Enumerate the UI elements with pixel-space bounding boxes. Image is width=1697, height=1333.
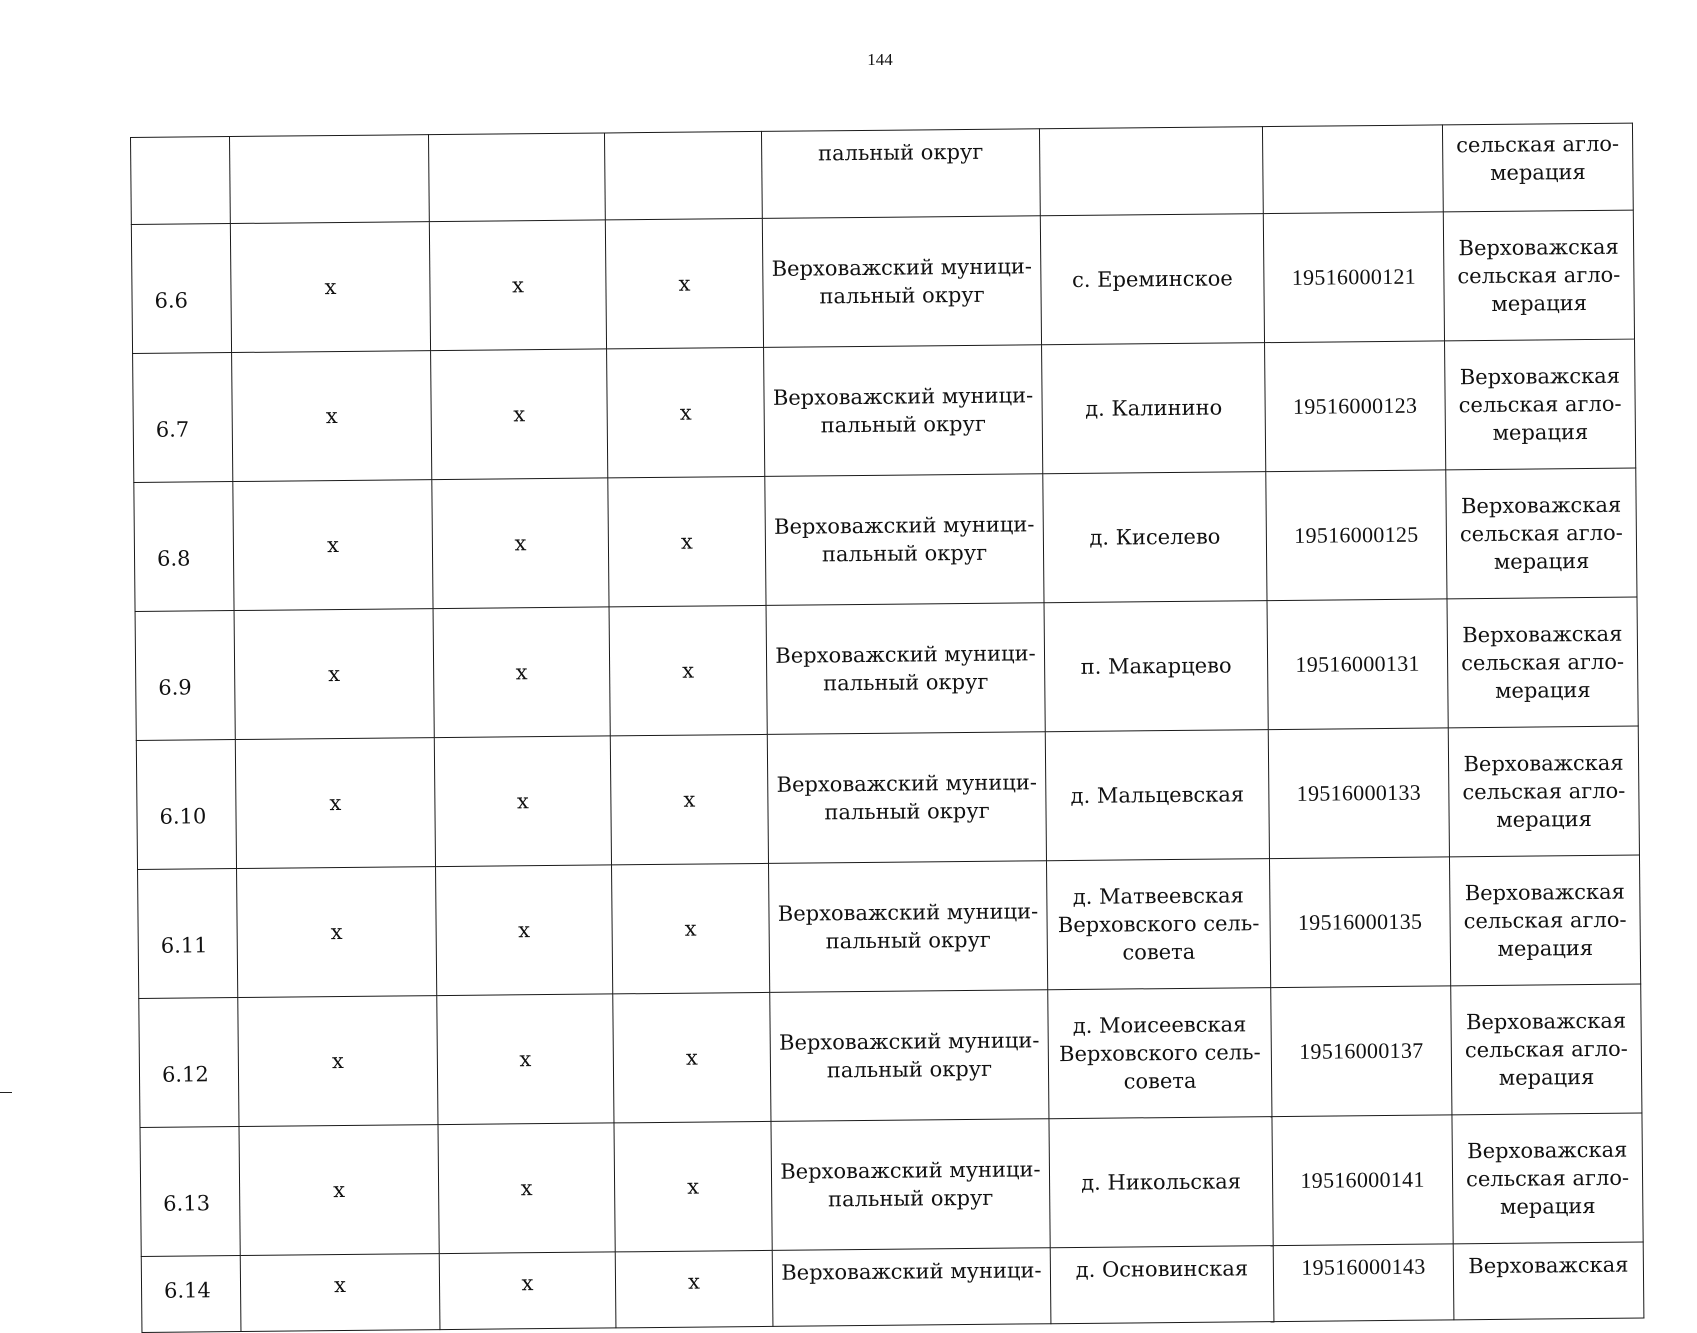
cell-code-text: 19516000121 <box>1291 263 1417 290</box>
cell-col2-text: x <box>331 1048 344 1074</box>
cell-settlement <box>1050 1246 1274 1324</box>
cell-municipality-text: Верховажский муници- пальный округ <box>778 1028 1040 1083</box>
cell-agglomeration <box>1448 726 1639 857</box>
cell-col4 <box>608 476 766 607</box>
cell-col4 <box>610 734 768 865</box>
cell-col2-text: x <box>330 919 343 945</box>
table-row <box>133 339 1636 482</box>
cell-num <box>139 998 239 1128</box>
cell-code-text: 19516000133 <box>1296 779 1422 806</box>
cell-municipality-text: Верховажский муници- пальный округ <box>777 899 1039 954</box>
cell-agglomeration-text: Верховажская сельская агло- мерация <box>1463 879 1627 961</box>
cell-code <box>1273 1244 1454 1322</box>
cell-agglomeration-text: Верховажская сельская агло- мерация <box>1458 363 1622 445</box>
cell-col4-text: x <box>687 1269 701 1294</box>
cell-num <box>134 482 234 612</box>
cell-settlement-text: п. Макарцево <box>1080 653 1232 679</box>
cell-code-text: 19516000135 <box>1297 908 1423 935</box>
cell-code-text: 19516000143 <box>1301 1253 1426 1280</box>
cell-col4 <box>605 218 763 349</box>
cell-col4-text: x <box>678 271 691 296</box>
cell-agglomeration <box>1446 468 1637 599</box>
cell-col2 <box>234 609 434 740</box>
cell-num-text: 6.10 <box>159 804 207 829</box>
table-body <box>131 123 1644 1332</box>
cell-col3 <box>436 865 613 996</box>
cell-col3 <box>433 607 610 738</box>
cell-num-text: 6.7 <box>155 417 190 442</box>
cell-settlement <box>1042 343 1266 474</box>
cell-municipality-text: Верховажский муници- пальный округ <box>774 512 1035 567</box>
cell-col2 <box>232 351 432 482</box>
cell-col2 <box>233 480 433 611</box>
table-row <box>134 468 1637 611</box>
cell-col4 <box>609 605 767 736</box>
cell-municipality <box>762 216 1041 348</box>
cell-municipality-text: Верховажский муници- пальный округ <box>771 254 1033 309</box>
cell-settlement-text: д. Основинская <box>1075 1256 1249 1282</box>
cell-col2 <box>240 1254 440 1332</box>
cell-code <box>1271 986 1452 1117</box>
settlements-table-wrapper <box>130 123 1643 1333</box>
cell-col3 <box>431 349 608 480</box>
cell-num <box>138 869 238 999</box>
cell-col4 <box>604 131 762 220</box>
cell-num <box>135 611 235 741</box>
cell-num-text: 6.9 <box>158 675 192 700</box>
cell-col4-text: x <box>680 529 693 554</box>
cell-agglomeration-text: Верховажская <box>1468 1252 1629 1279</box>
cell-settlement-text: с. Ереминское <box>1071 266 1233 292</box>
cell-agglomeration <box>1442 123 1633 212</box>
cell-municipality-text: Верховажский муници- пальный округ <box>776 770 1037 825</box>
cell-code <box>1265 341 1446 472</box>
cell-col3 <box>432 478 609 609</box>
cell-settlement <box>1039 127 1263 216</box>
table-row <box>131 210 1634 353</box>
settlements-table <box>130 123 1644 1333</box>
cell-col3-text: x <box>521 1271 534 1296</box>
cell-col2-text: x <box>324 275 337 300</box>
cell-municipality-text: Верховажский муници- пальный округ <box>772 383 1034 438</box>
cell-col3 <box>438 1123 615 1254</box>
cell-col4 <box>614 1121 772 1252</box>
cell-num <box>140 1126 240 1256</box>
table-row <box>141 1242 1644 1332</box>
cell-col2-text: x <box>326 533 339 558</box>
cell-num-text: 6.11 <box>160 933 208 958</box>
cell-num <box>133 353 233 483</box>
cell-code-text: 19516000123 <box>1292 392 1418 419</box>
cell-col4-text: x <box>687 1174 700 1199</box>
cell-num-text: 6.6 <box>154 288 189 313</box>
cell-col4 <box>612 863 770 994</box>
cell-col2-text: x <box>325 404 338 429</box>
table-row <box>140 1113 1643 1256</box>
cell-agglomeration <box>1443 210 1634 341</box>
cell-num <box>131 224 231 354</box>
cell-agglomeration <box>1449 855 1640 986</box>
cell-settlement-text: д. Моисеевская Верховского сель- совета <box>1058 1012 1261 1094</box>
cell-municipality-text: Верховажский муници- пальный округ <box>775 641 1036 696</box>
cell-municipality <box>769 861 1048 993</box>
cell-col4 <box>613 992 771 1123</box>
cell-num <box>141 1255 241 1332</box>
table-row <box>139 984 1642 1127</box>
table-row <box>138 855 1641 998</box>
cell-agglomeration <box>1453 1242 1644 1320</box>
cell-col3 <box>439 1252 616 1330</box>
margin-mark <box>0 1092 12 1093</box>
cell-num-text: 6.14 <box>163 1278 211 1303</box>
cell-agglomeration-text: Верховажская сельская агло- мерация <box>1464 1008 1628 1090</box>
cell-municipality <box>770 990 1049 1122</box>
table-row <box>136 726 1639 869</box>
cell-municipality <box>771 1119 1050 1251</box>
cell-col3-text: x <box>511 273 524 298</box>
cell-agglomeration <box>1445 339 1636 470</box>
cell-settlement <box>1046 859 1270 990</box>
cell-col3 <box>434 736 611 867</box>
cell-agglomeration-text: Верховажская сельская агло- мерация <box>1465 1137 1630 1219</box>
page-number: 144 <box>867 50 893 69</box>
cell-col2 <box>230 222 430 353</box>
cell-settlement-text: д. Никольская <box>1081 1169 1242 1195</box>
cell-num-text: 6.8 <box>156 546 191 571</box>
cell-col4-text: x <box>682 658 695 683</box>
cell-col3-text: x <box>513 402 526 427</box>
cell-agglomeration <box>1452 1113 1643 1244</box>
cell-col2 <box>235 738 435 869</box>
cell-col3-text: x <box>518 918 531 943</box>
cell-municipality <box>767 732 1046 864</box>
cell-settlement <box>1043 472 1267 603</box>
agglomeration-text: сельская агло- мерация <box>1456 131 1620 185</box>
cell-settlement-text: д. Калинино <box>1085 395 1223 421</box>
table-row-continuation <box>131 123 1634 224</box>
cell-code <box>1272 1115 1453 1246</box>
cell-col2 <box>237 867 437 998</box>
cell-code-text: 19516000141 <box>1300 1166 1425 1193</box>
cell-col3-text: x <box>515 660 528 685</box>
cell-code-text: 19516000131 <box>1295 650 1420 677</box>
cell-municipality-text: Верховажский муници- пальный округ <box>780 1157 1041 1212</box>
cell-code <box>1268 728 1449 859</box>
cell-settlement-text: д. Киселево <box>1089 524 1221 550</box>
cell-code-text: 19516000125 <box>1294 521 1419 548</box>
cell-col4-text: x <box>679 400 692 425</box>
cell-agglomeration-text: Верховажская сельская агло- мерация <box>1457 234 1621 316</box>
cell-col2-text: x <box>329 791 342 816</box>
cell-municipality <box>772 1248 1051 1327</box>
cell-num <box>131 137 231 225</box>
cell-col3 <box>428 133 605 222</box>
cell-code <box>1269 857 1450 988</box>
cell-col3-text: x <box>519 1047 532 1072</box>
cell-col2-text: x <box>328 662 341 687</box>
cell-col3-text: x <box>520 1176 533 1201</box>
cell-settlement-text: д. Мальцевская <box>1070 782 1245 809</box>
cell-col4-text: x <box>683 787 696 812</box>
cell-agglomeration-text: Верховажская сельская агло- мерация <box>1461 621 1625 703</box>
cell-settlement <box>1049 1117 1273 1248</box>
cell-num-text: 6.13 <box>163 1191 211 1216</box>
cell-col3 <box>437 994 614 1125</box>
cell-col4-text: x <box>685 1045 698 1070</box>
cell-code-text: 19516000137 <box>1299 1037 1424 1064</box>
cell-col4 <box>615 1250 773 1328</box>
municipality-text: пальный округ <box>817 139 984 166</box>
cell-col2-text: x <box>333 1177 346 1203</box>
cell-agglomeration-text: Верховажская сельская агло- мерация <box>1462 750 1626 832</box>
cell-code <box>1266 470 1447 601</box>
cell-municipality <box>764 345 1043 477</box>
cell-agglomeration-text: Верховажская сельская агло- мерация <box>1459 492 1623 574</box>
cell-col2 <box>239 1125 439 1256</box>
cell-col4 <box>607 347 765 478</box>
cell-col3-text: x <box>514 531 527 556</box>
cell-col4-text: x <box>684 916 697 941</box>
cell-settlement <box>1045 730 1269 861</box>
cell-municipality <box>761 129 1040 219</box>
cell-col3 <box>429 220 606 351</box>
cell-agglomeration <box>1447 597 1638 728</box>
cell-code <box>1263 212 1444 343</box>
cell-num <box>136 740 236 870</box>
cell-code <box>1262 125 1443 214</box>
cell-col2-text: x <box>333 1272 347 1298</box>
cell-settlement-text: д. Матвеевская Верховского сель- совета <box>1057 883 1260 965</box>
cell-settlement <box>1040 214 1264 345</box>
cell-agglomeration <box>1451 984 1642 1115</box>
cell-municipality-text: Верховажский муници- <box>781 1258 1042 1285</box>
cell-municipality <box>765 474 1044 606</box>
cell-col2 <box>238 996 438 1127</box>
cell-settlement <box>1048 988 1272 1119</box>
cell-col2 <box>230 135 430 224</box>
cell-num-text: 6.12 <box>161 1062 209 1087</box>
cell-settlement <box>1044 601 1268 732</box>
table-row <box>135 597 1638 740</box>
cell-col3-text: x <box>516 789 529 814</box>
cell-municipality <box>766 603 1045 735</box>
cell-code <box>1267 599 1448 730</box>
